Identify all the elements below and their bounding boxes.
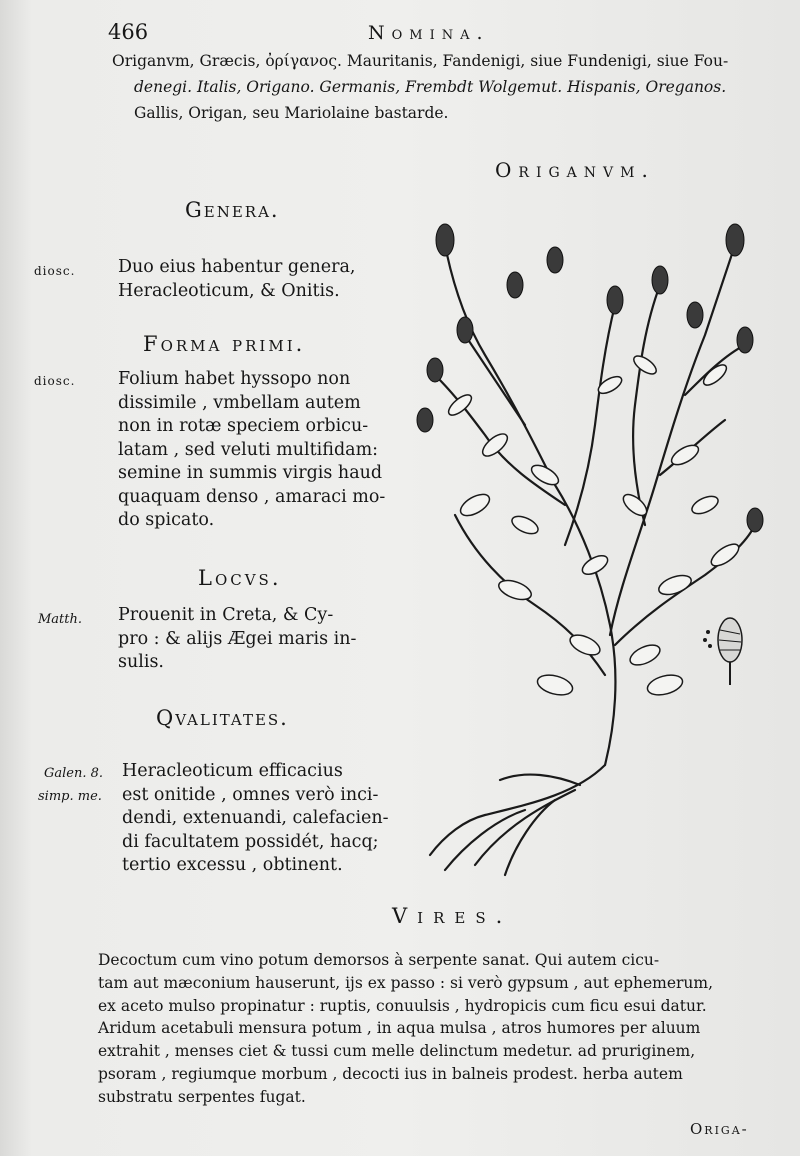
margin-note-qualitates-2: simp. me. — [38, 789, 102, 804]
forma-text — [118, 368, 385, 533]
qualitates-line: dendi, extenuandi, calefacien- — [122, 808, 389, 828]
section-heading-vires: Vires. — [392, 904, 513, 928]
qualitates-line: tertio excessu , obtinent. — [122, 855, 343, 875]
section-heading-qualitates: Qvalitates. — [156, 706, 289, 730]
locus-line: Prouenit in Creta, & Cy- — [118, 605, 334, 625]
genera-line: Duo eius habentur genera, — [118, 257, 356, 277]
genera-text — [118, 256, 355, 303]
margin-note-locus: Matth. — [38, 612, 83, 627]
nomina-line-3: Gallis, Origan, seu Mariolaine bastarde. — [134, 104, 449, 122]
forma-line: Folium habet hyssopo non — [118, 369, 351, 389]
forma-line: semine in summis virgis haud — [118, 463, 383, 483]
vires-line: psoram , regiumque morbum , decocti ius in balneis prodest. herba autem — [98, 1064, 683, 1083]
vires-line: tam aut mæconium hauserunt, ijs ex passo : si verò gypsum , aut ephemerum, — [98, 973, 714, 992]
vires-line: extrahit , menses ciet & tussi cum melle delinctum medetur. ad pruriginem, — [98, 1042, 696, 1061]
qualitates-text — [122, 760, 389, 878]
nomina-line-2: denegi. Italis, Origano. Germanis, Frembdt Wolgemut. Hispanis, Oreganos. — [134, 78, 727, 96]
locus-line: sulis. — [118, 652, 164, 672]
locus-text — [118, 604, 356, 675]
illustration-title: Origanvm. — [495, 158, 655, 182]
vires-line: Aridum acetabuli mensura potum , in aqua mulsa , atros humores per aluum — [98, 1019, 701, 1038]
forma-line: latam , sed veluti multifidam: — [118, 439, 379, 460]
locus-line: pro : & alijs Ægei maris in- — [118, 628, 357, 649]
forma-line: quaquam denso , amaraci mo- — [118, 486, 386, 507]
origanum-plant-icon — [405, 205, 765, 885]
section-heading-forma: Forma primi. — [143, 332, 306, 356]
qualitates-line: Heracleoticum efficacius — [122, 761, 343, 781]
qualitates-line: est onitide , omnes verò inci- — [122, 784, 379, 805]
margin-note-forma: diosc. — [34, 374, 76, 388]
vires-line: substratu serpentes fugat. — [98, 1087, 306, 1106]
qualitates-line: di facultatem possidét, hacq; — [122, 831, 379, 852]
vires-text — [98, 949, 713, 1109]
genera-line: Heracleoticum, & Onitis. — [118, 280, 340, 301]
margin-note-qualitates-1: Galen. 8. — [44, 766, 104, 781]
forma-line: dissimile , vmbellam autem — [118, 392, 361, 413]
section-heading-locus: Locvs. — [198, 566, 282, 590]
forma-line: non in rotæ speciem orbicu- — [118, 416, 369, 436]
flower-spike-icon — [700, 610, 750, 690]
vires-line: ex aceto mulso propinatur : ruptis, conuulsis , hydropicis cum ficu esui datur. — [98, 996, 707, 1015]
forma-line: do spicato. — [118, 510, 215, 530]
catchword: Origa- — [690, 1120, 749, 1138]
vires-line: Decoctum cum vino potum demorsos à serpente sanat. Qui autem cicu- — [98, 951, 660, 969]
margin-note-genera: diosc. — [34, 264, 76, 278]
nomina-line-1: Origanvm, Græcis, ὀρίγανος. Mauritanis, Fandenigi, siue Fundenigi, siue Fou- — [112, 52, 729, 70]
section-heading-genera: Genera. — [185, 198, 280, 222]
page-number: 466 — [108, 20, 149, 44]
running-title: Nomina. — [368, 22, 490, 44]
